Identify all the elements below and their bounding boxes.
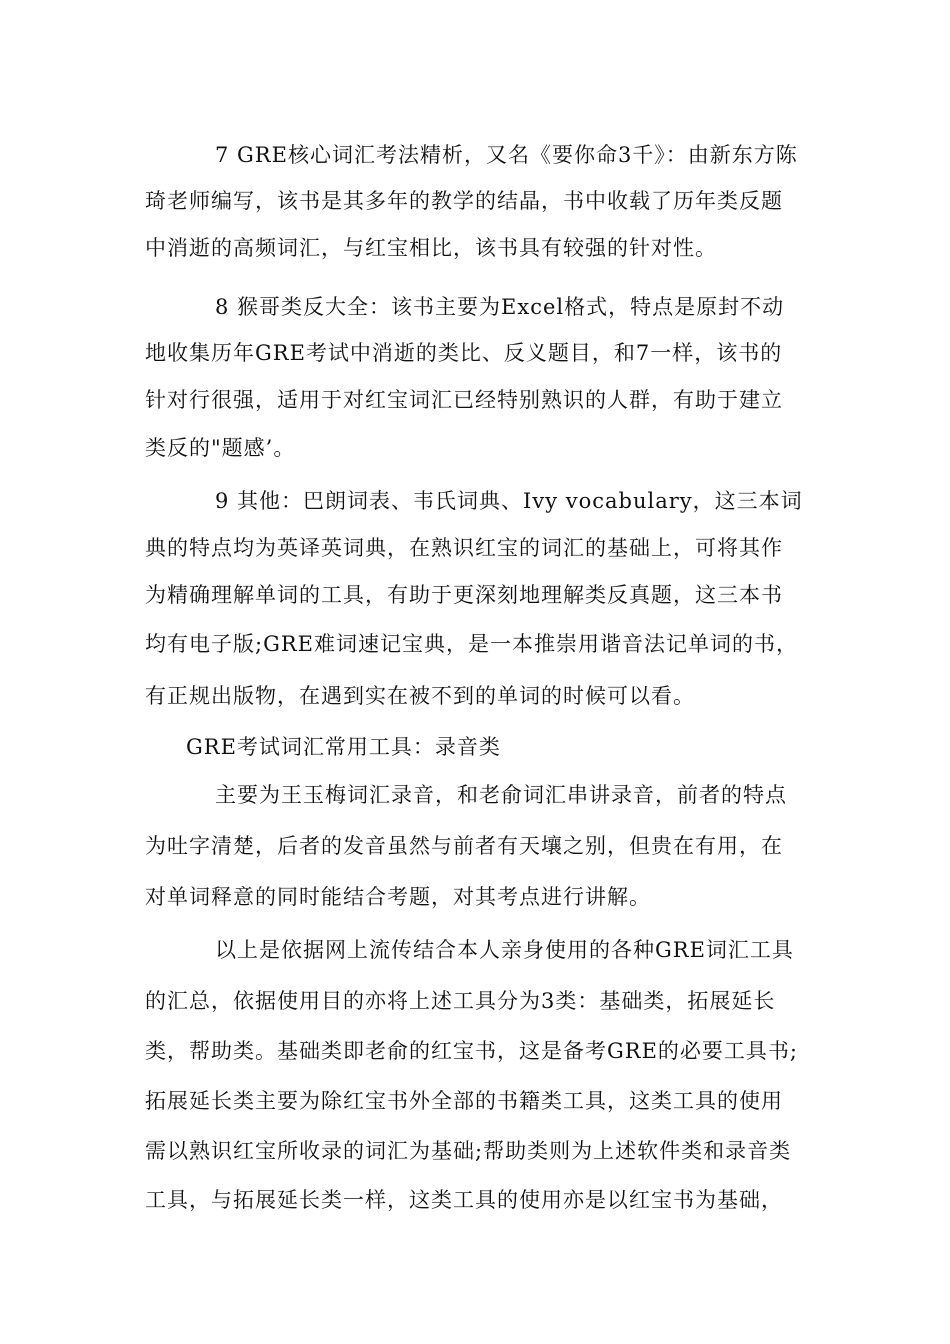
paragraph-1-line-3: 中消逝的高频词汇，与红宝相比，该书具有较强的针对性。 [145,236,717,260]
paragraph-3-line-5: 有正规出版物，在遇到实在被不到的单词的时候可以看。 [145,684,695,708]
paragraph-1-line-1: 7 GRE核心词汇考法精析，又名《要你命3千》：由新东方陈 [215,143,798,167]
paragraph-2-line-2: 地收集历年GRE考试中消逝的类比、反义题目，和7一样，该书的 [145,341,783,365]
paragraph-2-line-1: 8 猴哥类反大全：该书主要为Excel格式，特点是原封不动 [215,295,785,319]
section-heading: GRE考试词汇常用工具：录音类 [186,735,501,759]
paragraph-6-line-2: 的汇总，依据使用目的亦将上述工具分为3类：基础类，拓展延长 [145,989,776,1013]
paragraph-6-line-1: 以上是依据网上流传结合本人亲身使用的各种GRE词汇工具 [215,938,794,962]
paragraph-2-line-3: 针对行很强，适用于对红宝词汇已经特别熟识的人群，有助于建立 [145,388,783,412]
paragraph-1-line-2: 琦老师编写，该书是其多年的教学的结晶，书中收载了历年类反题 [145,189,783,213]
paragraph-5-line-1: 主要为王玉梅词汇录音，和老俞词汇串讲录音，前者的特点 [215,783,787,807]
paragraph-6-line-5: 需以熟识红宝所收录的词汇为基础;帮助类则为上述软件类和录音类 [145,1139,792,1163]
paragraph-2-line-4: 类反的"题感’。 [145,436,296,460]
paragraph-3-line-3: 为精确理解单词的工具，有助于更深刻地理解类反真题，这三本书 [145,583,783,607]
paragraph-6-line-6: 工具，与拓展延长类一样，这类工具的使用亦是以红宝书为基础， [145,1188,783,1212]
paragraph-6-line-4: 拓展延长类主要为除红宝书外全部的书籍类工具，这类工具的使用 [145,1089,783,1113]
paragraph-6-line-3: 类，帮助类。基础类即老俞的红宝书，这是备考GRE的必要工具书; [145,1039,798,1063]
paragraph-5-line-2: 为吐字清楚，后者的发音虽然与前者有天壤之别，但贵在有用，在 [145,834,783,858]
paragraph-3-line-1: 9 其他：巴朗词表、韦氏词典、Ivy vocabulary，这三本词 [215,489,803,513]
paragraph-5-line-3: 对单词释意的同时能结合考题，对其考点进行讲解。 [145,885,651,909]
paragraph-3-line-2: 典的特点均为英译英词典，在熟识红宝的词汇的基础上，可将其作 [145,536,783,560]
paragraph-3-line-4: 均有电子版;GRE难词速记宝典，是一本推崇用谐音法记单词的书， [145,632,798,656]
